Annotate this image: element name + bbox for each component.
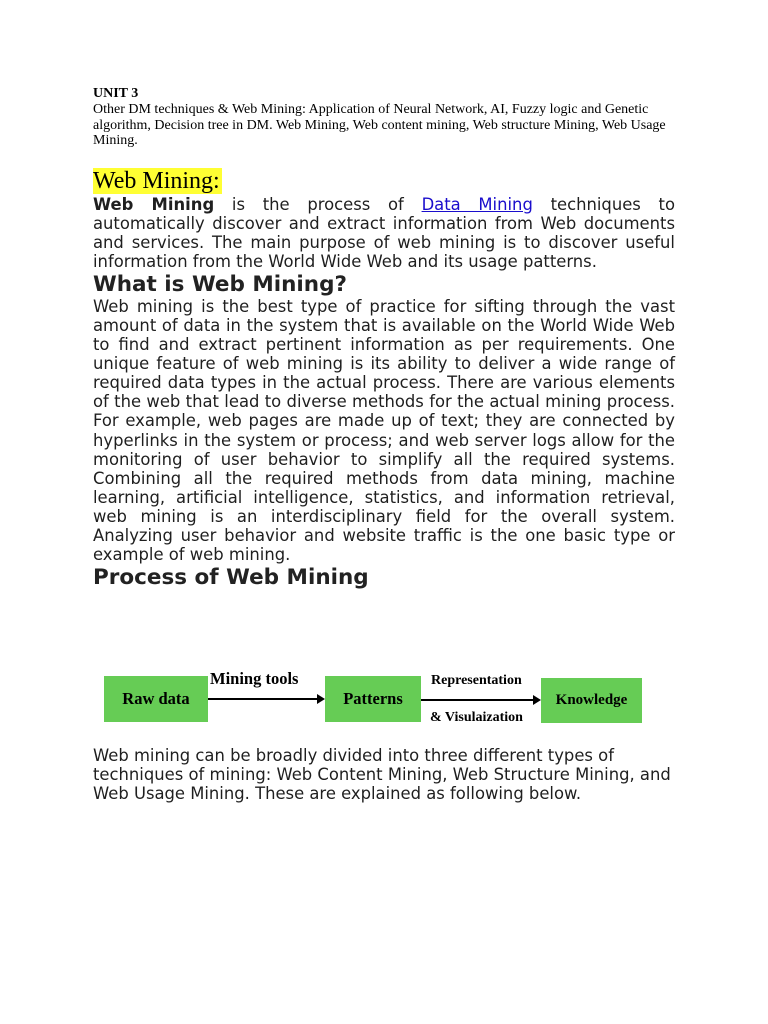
process-diagram	[93, 666, 675, 736]
data-mining-link[interactable]: Data Mining	[421, 194, 533, 214]
knowledge-box: Knowledge	[541, 678, 642, 723]
web-mining-bold-lead: Web Mining	[93, 194, 215, 214]
unit-title: UNIT 3	[93, 86, 139, 101]
process-heading: Process of Web Mining	[93, 565, 369, 591]
web-mining-intro: Web Mining is the process of Data Mining techniques to automatically discover and extract information from Web documents and services. The main purpose of web mining is to discover useful information from the World Wide Web and its usage patterns.	[93, 194, 676, 271]
arrow-icon	[421, 699, 539, 701]
what-is-heading: What is Web Mining?	[93, 271, 347, 297]
raw-data-box: Raw data	[104, 676, 208, 722]
what-is-paragraph: Web mining is the best type of practice for sifting through the vast amount of data in the system that is available on the World Wide Web to find and extract pertinent information as per requirements. One unique feature of web mining is its ability to deliver a wide range of required data types in the actual process. There are various elements of the web that lead to diverse methods for the actual mining process. For example, web pages are made up of text; they are connected by hyperlinks in the system or process; and web server logs allow for the monitoring of user behavior to simplify all the required systems. Combining all the required methods from data mining, machine learning, artificial intelligence, statistics, and information retrieval, web mining is an interdisciplinary field for the overall system. Analyzing user behavior and website traffic is the one basic type or example of web mining.	[93, 296, 675, 565]
arrow-icon	[208, 698, 323, 700]
types-section	[93, 746, 675, 803]
document-page	[93, 86, 676, 804]
patterns-box: Patterns	[325, 676, 421, 722]
representation-label: Representation	[431, 673, 522, 688]
types-paragraph: Web mining can be broadly divided into three different types of techniques of mining: Web Content Mining, Web Structure Mining, and Web Usage Mining. These are explained as following below.	[93, 746, 671, 804]
visualization-label: & Visulaization	[430, 710, 523, 725]
mining-tools-label: Mining tools	[210, 669, 299, 688]
unit-description: Other DM techniques & Web Mining: Application of Neural Network, AI, Fuzzy logic and Genetic algorithm, Decision tree in DM. Web Mining, Web content mining, Web structure Mining, Web Usage Mining.	[93, 102, 666, 148]
web-mining-heading: Web Mining:	[93, 167, 220, 194]
